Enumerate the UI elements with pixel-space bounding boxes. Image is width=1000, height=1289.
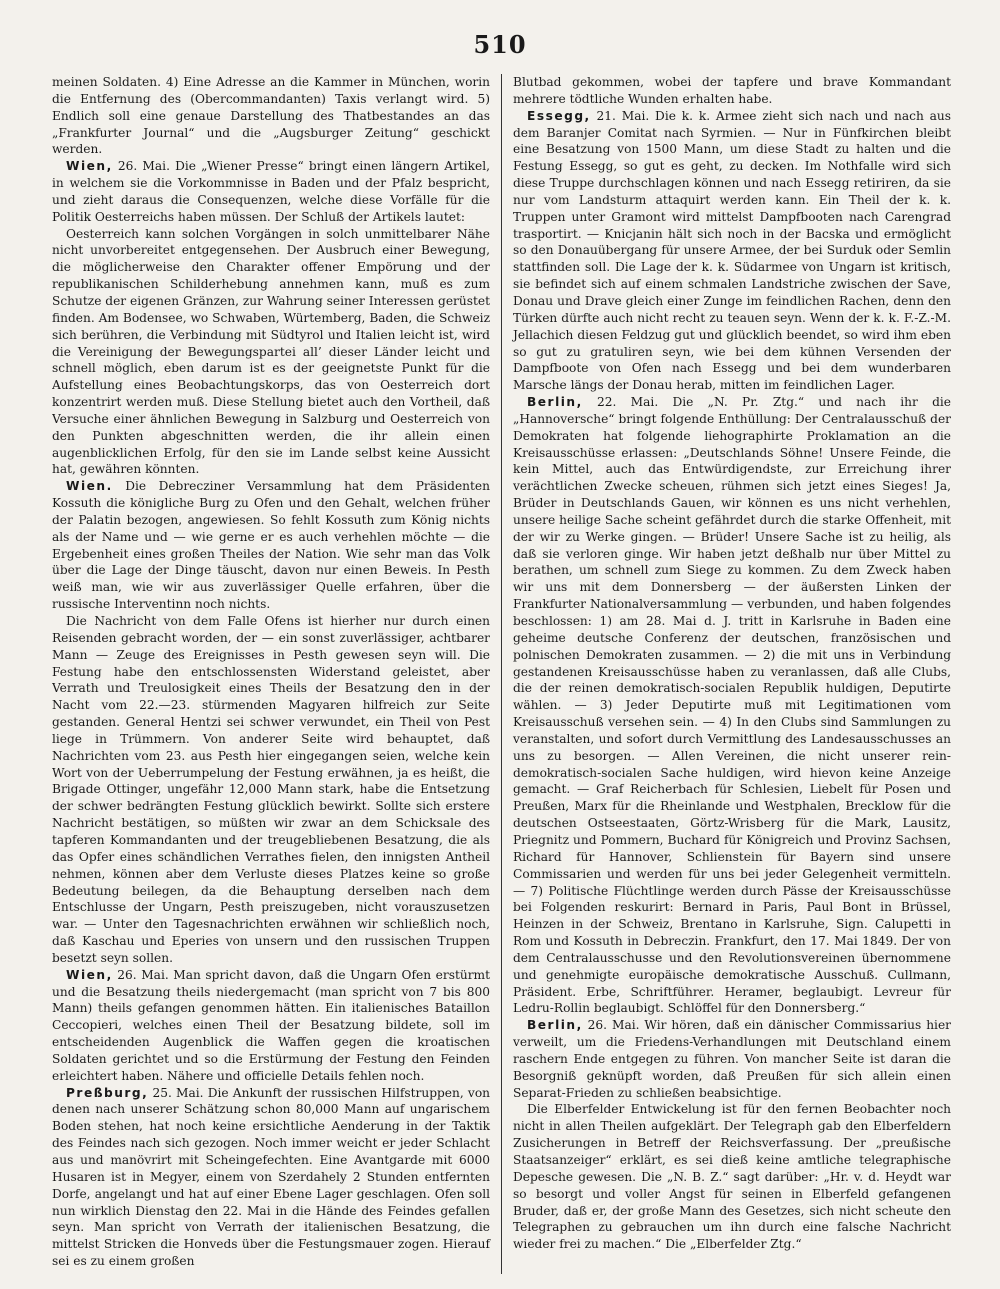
page-number: 510 <box>473 30 527 59</box>
paragraph-text: Oesterreich kann solchen Vorgängen in solch unmittelbarer Nähe nicht unvorbereitet entgegensehen. Der Ausbruch einer Bewegung, die möglicherweise den Charakter offener Empörung und der republikanischen Schilderhebung annehmen kann, muß es zum Schutze der eigenen Gränzen, zur Wahrung seiner Interessen gerüstet finden. Am Bodensee, wo Schwaben, Würtemberg, Baden, die Schweiz sich berühren, die Verbindung mit Südtyrol und Italien leicht ist, wird die Vereinigung der Bewegungspartei all’ dieser Länder leicht und schnell möglich, eben darum ist es der geeignetste Punkt für die Aufstellung eines Beobachtungskorps, das von Oesterreich dort konzentrirt werden muß. Diese Stellung bietet auch den Vortheil, daß Versuche einer ähnlichen Bewegung in Salzburg und Oesterreich von den Punkten abgeschnitten werden, die ihr allein einen augenblicklichen Erfolg, für den sie im Lande selbst keine Aussicht hat, gewähren könnten. <box>52 226 490 477</box>
article-paragraph <box>52 74 490 158</box>
dateline-place: Wien, <box>66 967 113 982</box>
paragraph-text: Die Elberfelder Entwickelung ist für den fernen Beobachter noch nicht in allen Theilen aufgeklärt. Der Telegraph gab den Elberfeldern Zusicherungen in Betreff der Reichsverfassung. Der „preußische Staatsanzeiger“ erklärt, es sei dieß keine amtliche telegraphische Depesche gewesen. Die „N. B. Z.“ sagt darüber: „Hr. v. d. Heydt war so besorgt und voller Angst für seinen in Elberfeld gefangenen Bruder, daß er, der große Mann des Gesetzes, sich nicht scheute den Telegraphen zu gebrauchen um ihn durch eine falsche Nachricht wieder frei zu machen.“ Die „Elberfelder Ztg.“ <box>513 1102 951 1252</box>
article-paragraph <box>52 967 490 1085</box>
article-paragraph <box>52 158 490 225</box>
dateline-place: Essegg, <box>527 108 591 123</box>
article-paragraph <box>513 1101 951 1253</box>
dateline-place: Berlin, <box>527 1018 583 1033</box>
article-paragraph <box>52 226 490 479</box>
dateline-place: Berlin, <box>527 395 583 410</box>
article-paragraph <box>513 394 951 1017</box>
article-paragraph <box>513 108 951 394</box>
paragraph-text: 26. Mai. Man spricht davon, daß die Ungarn Ofen erstürmt und die Besatzung theils niedergemacht (man spricht von 7 bis 800 Mann) theils gefangen genommen hätten. Ein italienisches Bataillon Ceccopieri, welches einen Theil der Besatzung bildete, soll im entscheidenden Augenblick die Waffen gegen die kroatischen Soldaten gerichtet und so die Erstürmung der Festung den Feinden erleichtert haben. Nähere und officielle Details fehlen noch. <box>52 967 490 1083</box>
dateline-place: Preßburg, <box>66 1085 149 1100</box>
paragraph-text: 21. Mai. Die k. k. Armee zieht sich nach und nach aus dem Baranjer Comitat nach Syrmien. — Nur in Fünfkirchen bleibt eine Besatzung von 1500 Mann, um diese Stadt zu halten und die Festung Essegg, so gut es geht, zu decken. Im Nothfalle wird sich diese Truppe durchschlagen können und nach Essegg retiriren, da sie nur vom Landsturm attaquirt werden kann. Ein Theil der k. k. Truppen unter Gramont wird mittelst Dampfbooten nach Carengrad trasportirt. — Knicjanin hält sich noch in der Bacska und ermöglicht so den Donauübergang für unsere Armee, der bei Surduk oder Semlin stattfinden soll. Die Lage der k. k. Südarmee von Ungarn ist kritisch, sie befindet sich auf einem schmalen Landstriche zwischen der Save, Donau und Drave gleich einer Zunge im feindlichen Rachen, denn den Türken dürfte auch nicht recht zu teauen seyn. Wenn der k. k. F.-Z.-M. Jellachich diesen Feldzug gut und glücklich beendet, so wird ihm eben so gut zu gratuliren seyn, wie bei dem kühnen Versenden der Dampfboote von Ofen nach Essegg und bei dem wunderbaren Marsche längs der Donau herab, mitten im feindlichen Lager. <box>513 108 951 393</box>
paragraph-text: Die Debrecziner Versammlung hat dem Präsidenten Kossuth die königliche Burg zu Ofen und den Gehalt, welchen früher der Palatin bezogen, angewiesen. So fehlt Kossuth zum König nichts als der Name und — wie gerne er es auch verhehlen möchte — die Ergebenheit eines großen Theiles der Nation. Wie sehr man das Volk über die Lage der Dinge täuscht, davon nur einen Beweis. In Pesth weiß man, wie wir aus zuverlässiger Quelle erfahren, über die russische Interventinn noch nichts. <box>52 479 490 612</box>
text-columns <box>52 74 957 1274</box>
article-paragraph <box>513 74 951 108</box>
dateline-place: Wien, <box>66 159 113 174</box>
left-column <box>52 74 496 1274</box>
paragraph-text: meinen Soldaten. 4) Eine Adresse an die Kammer in München, worin die Entfernung des (Obercommandanten) Taxis verlangt wird. 5) Endlich soll eine genaue Darstellung des Thatbestandes an das „Frankfurter Journal“ und die „Augsburger Zeitung“ geschickt werden. <box>52 75 490 157</box>
paragraph-text: 26. Mai. Die „Wiener Presse“ bringt einen längern Artikel, in welchem sie die Vorkommnisse in Baden und der Pfalz bespricht, und zieht daraus die Consequenzen, welche diese Vorfälle für die Politik Oesterreichs haben müssen. Der Schluß der Artikels lautet: <box>52 159 490 224</box>
paragraph-text: 22. Mai. Die „N. Pr. Ztg.“ und nach ihr die „Hannoversche“ bringt folgende Enthüllung: Der Centralausschuß der Demokraten hat folgende liehographirte Proklamation an die Kreisausschüsse erlassen: „Deutschlands Söhne! Unsere Feinde, die kein Mittel, auch das Entwürdigendste, zur Erreichung ihrer verächtlichen Zwecke scheuen, rühmen sich jetzt eines Sieges! Ja, Brüder in Deutschlands Gauen, wir können es uns nicht verhehlen, unsere heilige Sache scheint gefährdet durch die starke Offenheit, mit der wir zu Werke gingen. — Brüder! Unsere Sache ist zu heilig, als daß sie verloren ginge. Wir haben jetzt deßhalb nur über Mittel zu berathen, um schnell zum Siege zu kommen. Zu dem Zweck haben wir uns mit dem Donnersberg — der äußersten Linken der Frankfurter Nationalversammlung — verbunden, und haben folgendes beschlossen: 1) am 28. Mai d. J. tritt in Karlsruhe in Baden eine geheime deutsche Conferenz der deutschen, französischen und polnischen Demokraten zusammen. — 2) die mit uns in Verbindung gestandenen Kreisausschüsse haben zu veranlassen, daß alle Clubs, die der reinen demokratisch-socialen Republik huldigen, Deputirte wählen. — 3) Jeder Deputirte muß mit Legitimationen vom Kreisausschuß versehen sein. — 4) In den Clubs sind Sammlungen zu veranstalten, und sofort durch Vermittlung des Landesausschusses an uns zu besorgen. — Allen Vereinen, die nicht unserer rein-demokratisch-socialen Sache huldigen, wird hievon keine Anzeige gemacht. — Graf Reicherbach für Schlesien, Liebelt für Posen und Preußen, Marx für die Rheinlande und Westphalen, Brecklow für die deutschen Ostseestaaten, Görtz-Wrisberg für die Mark, Lausitz, Priegnitz und Pommern, Buchard für Königreich und Provinz Sachsen, Richard für Hannover, Schlienstein für Bayern sind unsere Commissarien und werden für uns bei jeder Gelegenheit vermitteln. — 7) Politische Flüchtlinge werden durch Pässe der Kreisausschüsse bei Folgenden reskurirt: Bernard in Paris, Paul Bont in Brüssel, Heinzen in der Schweiz, Brentano in Karlsruhe, Sign. Calupetti in Rom und Kossuth in Debreczin. Frankfurt, den 17. Mai 1849. Der von dem Centralausschusse und den Revolutionsvereinen übernommene und genehmigte europäische demokratische Ausschuß. Cullmann, Präsident. Erbe, Schriftführer. Heramer, beglaubigt. Levreur für Ledru-Rollin beglaubigt. Schlöffel für den Donnersberg.“ <box>513 395 951 1016</box>
paragraph-text: 26. Mai. Wir hören, daß ein dänischer Commissarius hier verweilt, um die Friedens-Verhandlungen mit Deutschland einem raschern Ende entgegen zu führen. Von mancher Seite ist daran die Besorgniß geknüpft worden, daß Preußen für sich allein einen Separat-Frieden zu schließen beabsichtige. <box>513 1018 951 1100</box>
dateline-place: Wien. <box>66 479 113 494</box>
paragraph-text: 25. Mai. Die Ankunft der russischen Hilfstruppen, von denen nach unserer Schätzung schon 80,000 Mann auf ungarischem Boden stehen, hat noch keine ersichtliche Aenderung in der Taktik des Feindes nach sich gezogen. Noch immer weicht er jeder Schlacht aus und manövrirt mit Scheingefechten. Eine Avantgarde mit 6000 Husaren ist in Megyer, einem von Szerdahely 2 Stunden entfernten Dorfe, angelangt und hat auf einer Ebene Lager geschlagen. Ofen soll nun wirklich Dienstag den 22. Mai in die Hände des Feindes gefallen seyn. Man spricht von Verrath der italienischen Besatzung, die mittelst Stricken die Honveds über die Festungsmauer zogen. Hierauf sei es zu einem großen <box>52 1085 490 1269</box>
paragraph-text: Die Nachricht von dem Falle Ofens ist hierher nur durch einen Reisenden gebracht worden, der — ein sonst zuverlässiger, achtbarer Mann — Zeuge des Ereignisses in Pesth gewesen seyn will. Die Festung habe den entschlossensten Widerstand geleistet, aber Verrath und Treulosigkeit eines Theils der Besatzung den in der Nacht vom 22.—23. stürmenden Magyaren hilfreich zur Seite gestanden. General Hentzi sei schwer verwundet, ein Theil von Pest liege in Trümmern. Von anderer Seite wird behauptet, daß Nachrichten vom 23. aus Pesth hier eingegangen seien, welche kein Wort von der Ueberrumpelung der Festung erwähnen, ja es heißt, die Brigade Ottinger, ungefähr 12,000 Mann stark, habe die Entsetzung der schwer bedrängten Festung glücklich bewirkt. Sollte sich erstere Nachricht bestätigen, so müßten wir zwar an dem Schicksale des tapferen Kommandanten und der treugebliebenen Besatzung, die als das Opfer eines schändlichen Verrathes fielen, den innigsten Antheil nehmen, können aber dem Verluste dieses Platzes keine so große Bedeutung beilegen, da die Behauptung derselben nach dem Entschlusse der Ungarn, Pesth preiszugeben, nicht vorauszusetzen war. — Unter den Tagesnachrichten erwähnen wir schließlich noch, daß Kaschau und Eperies von unsern und den russischen Truppen besetzt seyn sollen. <box>52 614 490 965</box>
paragraph-text: Blutbad gekommen, wobei der tapfere und brave Kommandant mehrere tödtliche Wunden erhalten habe. <box>513 75 951 106</box>
article-paragraph <box>52 1085 490 1270</box>
article-paragraph <box>52 478 490 613</box>
column-divider <box>501 74 502 1274</box>
article-paragraph <box>513 1017 951 1101</box>
article-paragraph <box>52 613 490 967</box>
right-column <box>507 74 951 1274</box>
